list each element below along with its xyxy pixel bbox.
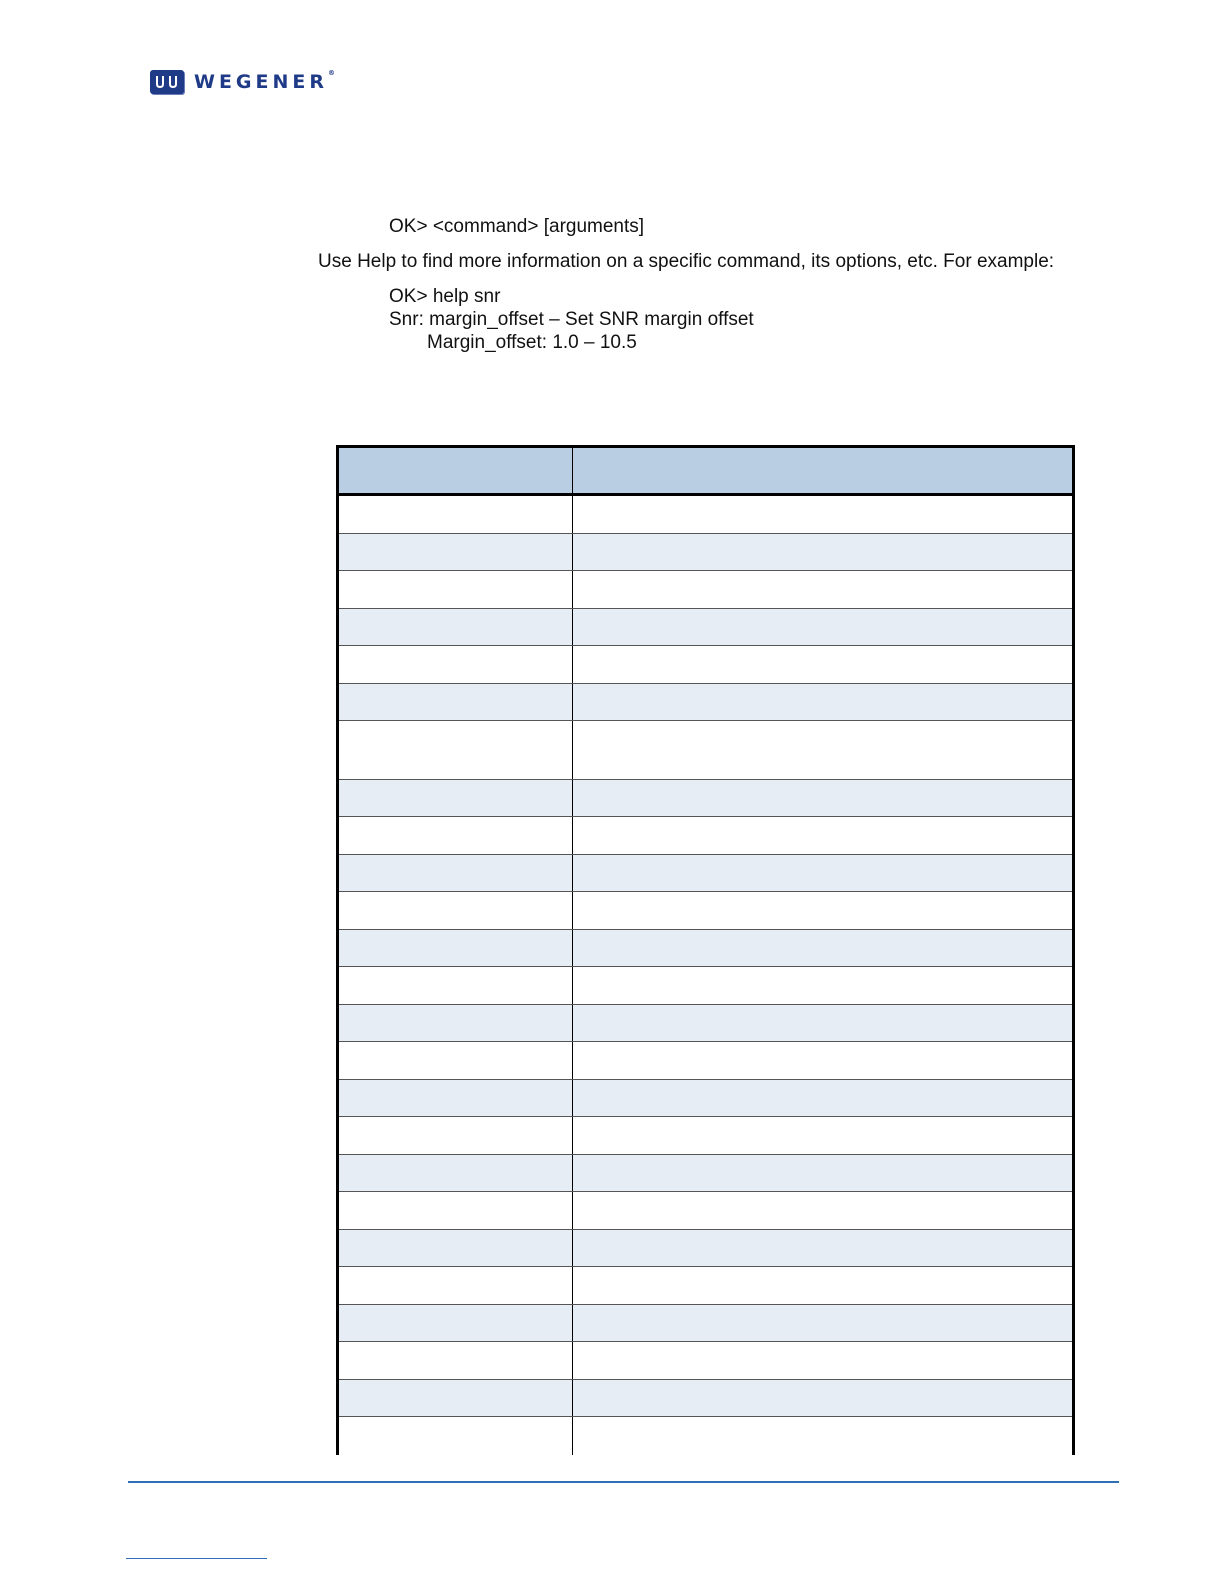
table-row <box>339 1342 1072 1380</box>
table-row <box>339 855 1072 892</box>
table-cell <box>573 1305 1072 1341</box>
table-cell <box>573 571 1072 608</box>
table-row <box>339 967 1072 1005</box>
table-cell <box>339 721 573 779</box>
table-cell <box>573 496 1072 533</box>
table-row <box>339 1042 1072 1080</box>
table-row <box>339 1417 1072 1455</box>
table-row <box>339 684 1072 721</box>
table-cell <box>573 967 1072 1004</box>
table-cell <box>339 1155 573 1191</box>
table-row <box>339 1005 1072 1042</box>
table-cell <box>573 684 1072 720</box>
table-cell <box>573 1380 1072 1416</box>
table-cell <box>339 1117 573 1154</box>
table-cell <box>573 930 1072 966</box>
example-command: OK> help snr <box>389 286 501 307</box>
table-cell <box>573 721 1072 779</box>
table-cell <box>339 930 573 966</box>
table-cell <box>573 1080 1072 1116</box>
table-cell <box>339 892 573 929</box>
table-cell <box>573 646 1072 683</box>
table-cell <box>339 571 573 608</box>
table-cell <box>339 1042 573 1079</box>
table-body <box>339 496 1072 1455</box>
table-row <box>339 721 1072 780</box>
example-output-line-2: Margin_offset: 1.0 – 10.5 <box>427 332 637 353</box>
table-cell <box>573 1342 1072 1379</box>
table-cell <box>573 1417 1072 1455</box>
table-cell <box>573 855 1072 891</box>
table-header-cell <box>573 448 1072 493</box>
table-cell <box>339 817 573 854</box>
table-cell <box>339 1305 573 1341</box>
table-row <box>339 646 1072 684</box>
table-cell <box>573 1267 1072 1304</box>
table-cell <box>573 892 1072 929</box>
table-row <box>339 780 1072 817</box>
table-cell <box>339 496 573 533</box>
table-row <box>339 609 1072 646</box>
table-cell <box>339 780 573 816</box>
table-row <box>339 571 1072 609</box>
table-row <box>339 496 1072 534</box>
table-cell <box>339 967 573 1004</box>
table-cell <box>573 534 1072 570</box>
table-row <box>339 1080 1072 1117</box>
table-cell <box>339 1005 573 1041</box>
table-cell <box>339 684 573 720</box>
table-header-cell <box>339 448 573 493</box>
table-cell <box>339 1342 573 1379</box>
table-cell <box>339 1417 573 1455</box>
table-row <box>339 1117 1072 1155</box>
help-intro-text: Use Help to find more information on a specific command, its options, etc. For example: <box>318 251 1055 272</box>
table-cell <box>573 609 1072 645</box>
table-cell <box>339 1192 573 1229</box>
table-row <box>339 534 1072 571</box>
table-cell <box>339 609 573 645</box>
table-header-row <box>339 448 1072 496</box>
table-row <box>339 1380 1072 1417</box>
wegener-logo-icon <box>150 70 184 94</box>
table-cell <box>573 817 1072 854</box>
table-cell <box>339 646 573 683</box>
table-cell <box>339 534 573 570</box>
table-row <box>339 1267 1072 1305</box>
footnote-rule <box>126 1558 267 1559</box>
table-cell <box>573 1192 1072 1229</box>
table-row <box>339 1155 1072 1192</box>
table-row <box>339 892 1072 930</box>
table-cell <box>573 780 1072 816</box>
table-cell <box>339 855 573 891</box>
table-cell <box>339 1380 573 1416</box>
registered-mark: ® <box>328 69 336 77</box>
table-row <box>339 1192 1072 1230</box>
brand-name: WEGENER® <box>194 69 336 93</box>
table-cell <box>573 1155 1072 1191</box>
table-cell <box>573 1117 1072 1154</box>
example-output-line-1: Snr: margin_offset – Set SNR margin offset <box>389 309 754 330</box>
table-row <box>339 1305 1072 1342</box>
table-row <box>339 817 1072 855</box>
footer-rule <box>128 1481 1119 1483</box>
table-cell <box>573 1042 1072 1079</box>
table-cell <box>573 1230 1072 1266</box>
syntax-line: OK> <command> [arguments] <box>389 216 645 237</box>
wegener-logo <box>150 70 335 94</box>
table-cell <box>339 1267 573 1304</box>
table-row <box>339 930 1072 967</box>
table-cell <box>339 1230 573 1266</box>
command-table <box>336 445 1075 1455</box>
table-row <box>339 1230 1072 1267</box>
table-cell <box>573 1005 1072 1041</box>
table-cell <box>339 1080 573 1116</box>
